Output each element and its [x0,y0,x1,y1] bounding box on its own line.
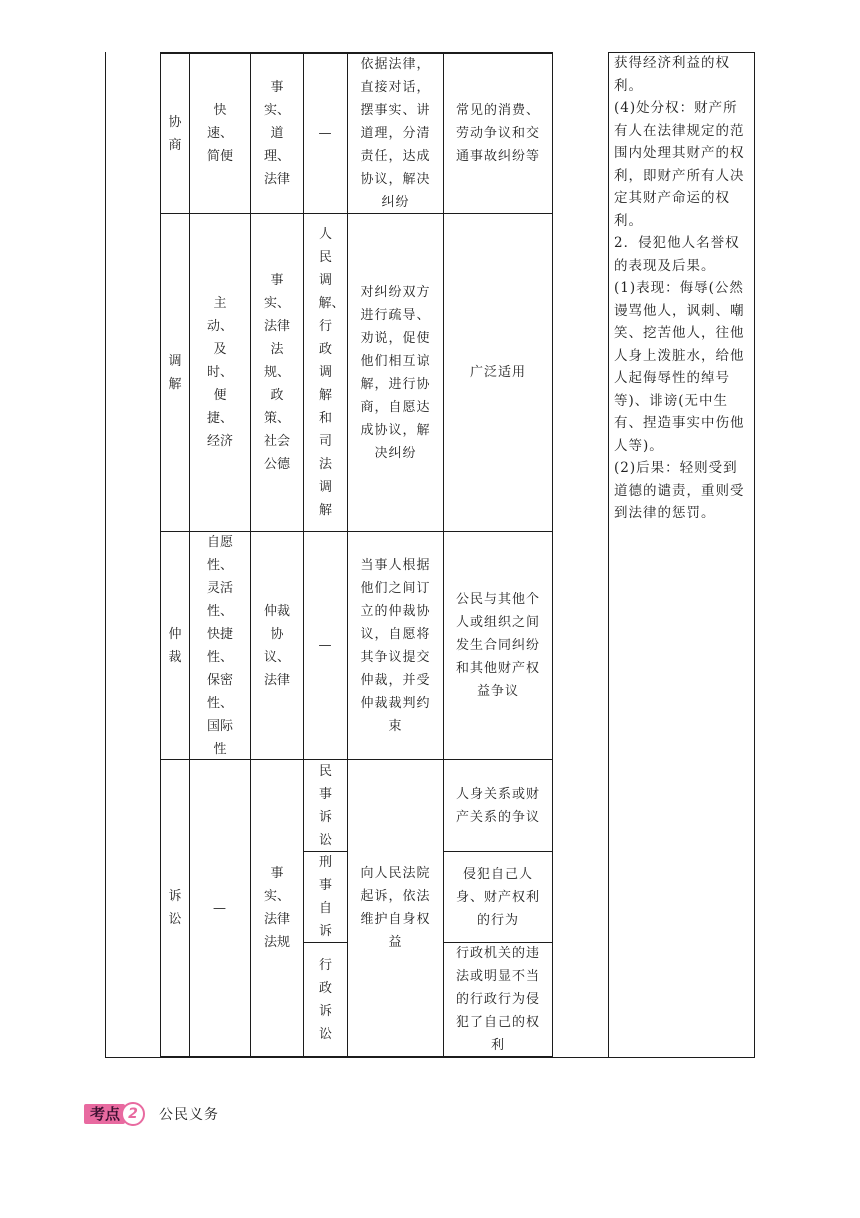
basis-cell [251,760,303,1056]
outer-right-border [754,52,755,1058]
notes-column-border [608,52,609,1058]
side-notes: 获得经济利益的权利。 (4)处分权：财产所有人在法律规定的范围内处理其财产的权利，即财产所有人决定其财产命运的权利。 2．侵犯他人名誉权的表现及后果。 (1)表现：侮辱(公然谩骂他人，讽刺、嘲笑、挖苦他人，往他人身上泼脏水，给他人起侮辱性的绰号等)、诽谤(无中生有、捏造事实中伤他人等)。 (2)后果：轻则受到道德的谴责，重则受到法律的惩罚。 [614,55,745,521]
scope-cell [444,214,552,531]
row-name-cell [161,532,189,759]
row-name: 诉讼 [168,889,182,927]
approach-cell [348,760,443,1056]
approach-text: 当事人根据 他们之间订 立的仲裁协 议，自愿将 其争议提交 仲裁，并受 仲裁裁判约 束 [360,557,431,734]
kaodian-badge [84,1103,145,1125]
scope-cell [444,852,552,942]
scope-text: 行政机关的违 法或明显不当 的行政行为侵 犯了自己的权 利 [455,946,540,1053]
approach-text: 向人民法院 起诉，依法 维护自身权 益 [360,866,431,950]
row-name-cell [161,54,189,213]
scope-text: 广泛适用 [469,365,526,380]
scope-text: 公民与其他个 人或组织之间 发生合同纠纷 和其他财产权 益争议 [455,592,540,699]
scope-text: 侵犯自己人 身、财产权利 的行为 [455,866,540,928]
basis-cell [251,54,303,213]
scope-cell [444,760,552,851]
subtype-cell [304,943,347,1056]
subtype-text: 民事诉讼 [318,763,332,848]
row-name: 调解 [168,353,182,392]
subtype-cell [304,532,347,759]
row-name: 协商 [168,114,182,153]
row-name-cell [161,760,189,1056]
features-cell [190,214,250,531]
basis-text: 事实、法律法规 [263,866,290,950]
subtype-cell [304,852,347,942]
scope-cell [444,54,552,213]
features-text: 自愿性、灵活性、快捷性、保密性、国际性 [206,534,233,757]
subtype-cell [304,760,347,851]
section-header [84,1102,219,1126]
basis-text: 仲裁协议、法律 [263,603,290,688]
approach-cell [348,214,443,531]
subtype-text: — [318,638,333,653]
row-name-cell [161,214,189,531]
outer-left-border [105,52,106,1058]
badge-label: 考点 [84,1104,125,1124]
features-cell [190,532,250,759]
features-text: — [213,900,227,916]
features-cell [190,760,250,1056]
basis-cell [251,214,303,531]
subtype-text: 行政诉讼 [318,957,332,1042]
row-name: 仲裁 [168,626,182,665]
scope-cell [444,532,552,759]
subtype-cell [304,54,347,213]
approach-text: 依据法律， 直接对话， 摆事实、讲 道理，分清 责任，达成 协议，解决 纠纷 [360,57,431,210]
basis-cell [251,532,303,759]
subtype-text: — [318,126,333,141]
subtype-text: 刑事自诉 [318,855,332,939]
features-text: 快速、简便 [206,103,233,164]
subtype-cell [304,214,347,531]
features-text: 主动、及时、便捷、经济 [206,296,233,449]
approach-cell [348,54,443,213]
basis-text: 事实、道理、法律 [263,80,290,187]
scope-text: 常见的消费、 劳动争议和交 通事故纠纷等 [455,103,540,164]
scope-cell [444,943,552,1056]
approach-text: 对纠纷双方 进行疏导、 劝说，促使 他们相互谅 解，进行协 商，自愿达 成协议，解 决纠纷 [360,284,431,461]
features-cell [190,54,250,213]
badge-number: 2 [121,1102,145,1126]
approach-cell [348,532,443,759]
section-title: 公民义务 [159,1107,220,1123]
subtype-text: 人民调解、行政调解和司法调解 [318,227,345,518]
col-divider [552,52,553,1058]
basis-text: 事实、法律法规、政策、社会公德 [263,273,290,472]
scope-text: 人身关系或财 产关系的争议 [455,786,540,825]
